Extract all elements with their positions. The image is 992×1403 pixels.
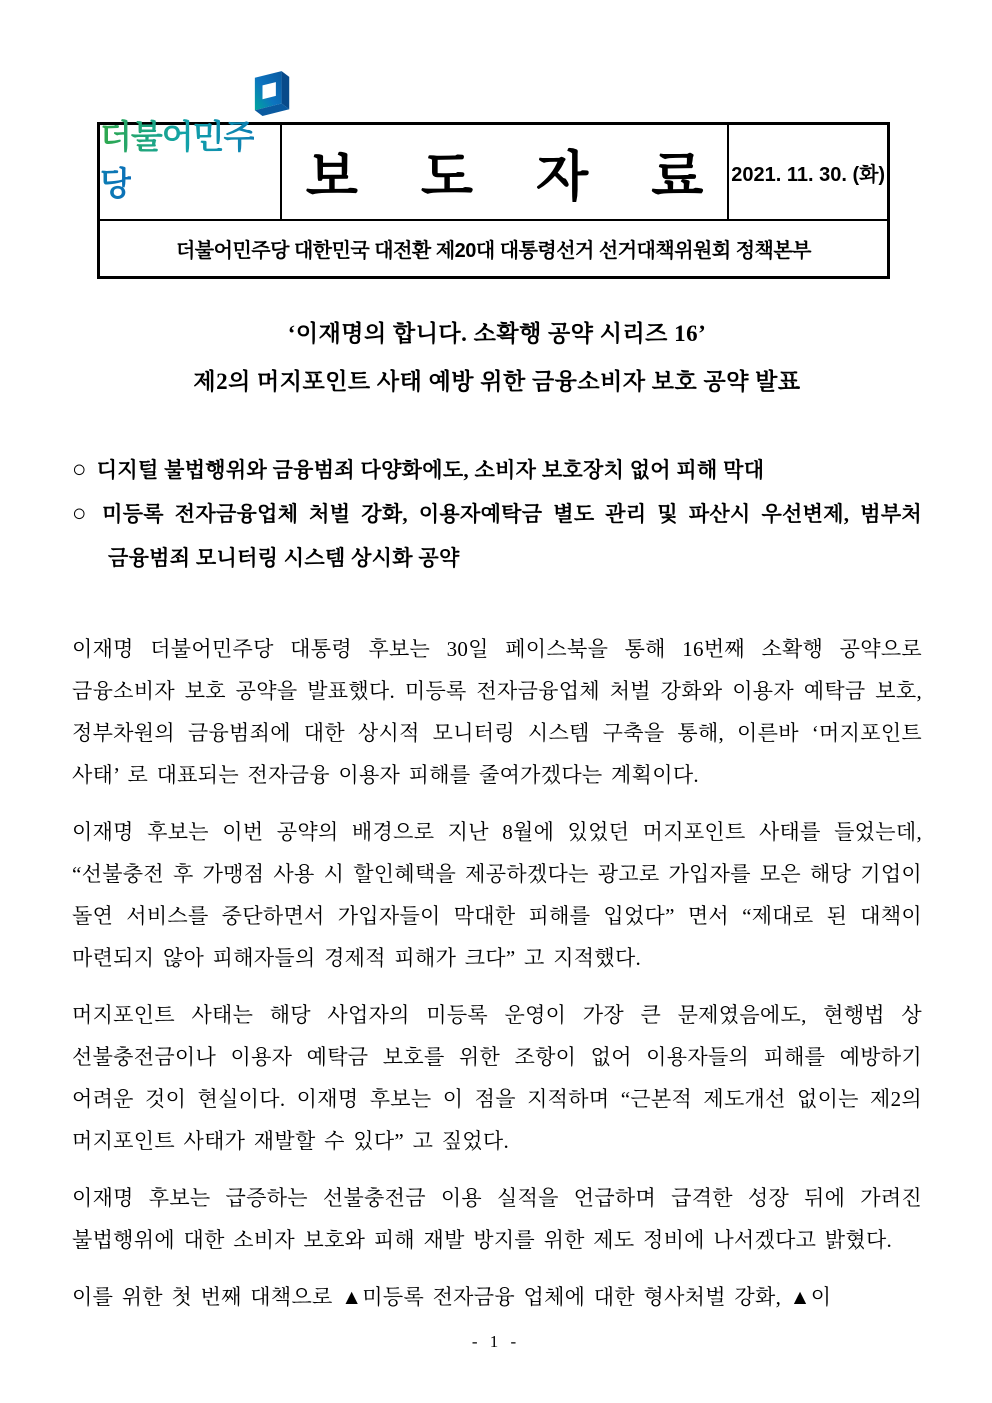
party-logo-cell [100, 118, 282, 219]
body-paragraph: 이를 위한 첫 번째 대책으로 ▲미등록 전자금융 업체에 대한 형사처벌 강화, ▲이 [72, 1285, 832, 1309]
headline-line2: 제2의 머지포인트 사태 예방 위한 금융소비자 보호 공약 발표 [193, 369, 801, 394]
party-name-text: 더불어민주당 [100, 118, 255, 202]
body-text [72, 628, 922, 1318]
committee-subtitle: 더불어민주당 대한민국 대전환 제20대 대통령선거 선거대책위원회 정책본부 [175, 240, 811, 262]
release-date-cell [729, 125, 887, 219]
headline [72, 310, 922, 406]
party-flag-icon [252, 69, 294, 119]
document-content [72, 310, 922, 1318]
press-release-title: 보 도 자 료 [305, 146, 728, 207]
key-point-item [72, 448, 922, 492]
key-point-text: 디지털 불법행위와 금융범죄 다양화에도, 소비자 보호장치 없어 피해 막대 [96, 458, 765, 482]
header-table [97, 118, 890, 279]
headline-line1: ‘이재명의 합니다. 소확행 공약 시리즈 16’ [287, 321, 707, 346]
circle-bullet-icon: ○ [72, 501, 93, 527]
body-paragraph: 이재명 후보는 급증하는 선불충전금 이용 실적을 언급하며 급격한 성장 뒤에 가려진 불법행위에 대한 소비자 보호와 피해 재발 방지를 위한 제도 정비에 나서겠다고 밝혔다. [72, 1186, 922, 1252]
header-bottom-row [100, 221, 887, 276]
circle-bullet-icon: ○ [72, 457, 87, 483]
body-paragraph: 머지포인트 사태는 해당 사업자의 미등록 운영이 가장 큰 문제였음에도, 현행법 상 선불충전금이나 이용자 예탁금 보호를 위한 조항이 없어 이용자들의 피해를 예방하기 어려운 것이 현실이다. 이재명 후보는 이 점을 지적하며 “근본적 제도개선 없이는 제2의 머지포인트 사태가 재발할 수 있다” 고 짚었다. [72, 1003, 922, 1153]
header-top-row [100, 118, 887, 221]
body-paragraph: 이재명 후보는 이번 공약의 배경으로 지난 8월에 있었던 머지포인트 사태를 들었는데, “선불충전 후 가맹점 사용 시 할인혜택을 제공하겠다는 광고로 가입자를 모은 해당 기업이 돌연 서비스를 중단하면서 가입자들이 막대한 피해를 입었다” 면서 “제대로 된 대책이 마련되지 않아 피해자들의 경제적 피해가 크다” 고 지적했다. [72, 820, 922, 970]
key-points-list [72, 448, 922, 580]
key-point-item [72, 492, 922, 580]
body-paragraph: 이재명 더불어민주당 대통령 후보는 30일 페이스북을 통해 16번째 소확행 공약으로 금융소비자 보호 공약을 발표했다. 미등록 전자금융업체 처벌 강화와 이용자 예탁금 보호, 정부차원의 금융범죄에 대한 상시적 모니터링 시스템 구축을 통해, 이른바 ‘머지포인트 사태’ 로 대표되는 전자금융 이용자 피해를 줄여가겠다는 계획이다. [72, 637, 922, 787]
key-point-text: 미등록 전자금융업체 처벌 강화, 이용자예탁금 별도 관리 및 파산시 우선변제, 범부처 금융범죄 모니터링 시스템 상시화 공약 [102, 502, 922, 570]
press-release-title-cell [282, 125, 730, 219]
party-logo [100, 111, 280, 205]
release-date: 2021. 11. 30. (화) [731, 163, 886, 186]
page-number: - 1 - [471, 1332, 521, 1351]
